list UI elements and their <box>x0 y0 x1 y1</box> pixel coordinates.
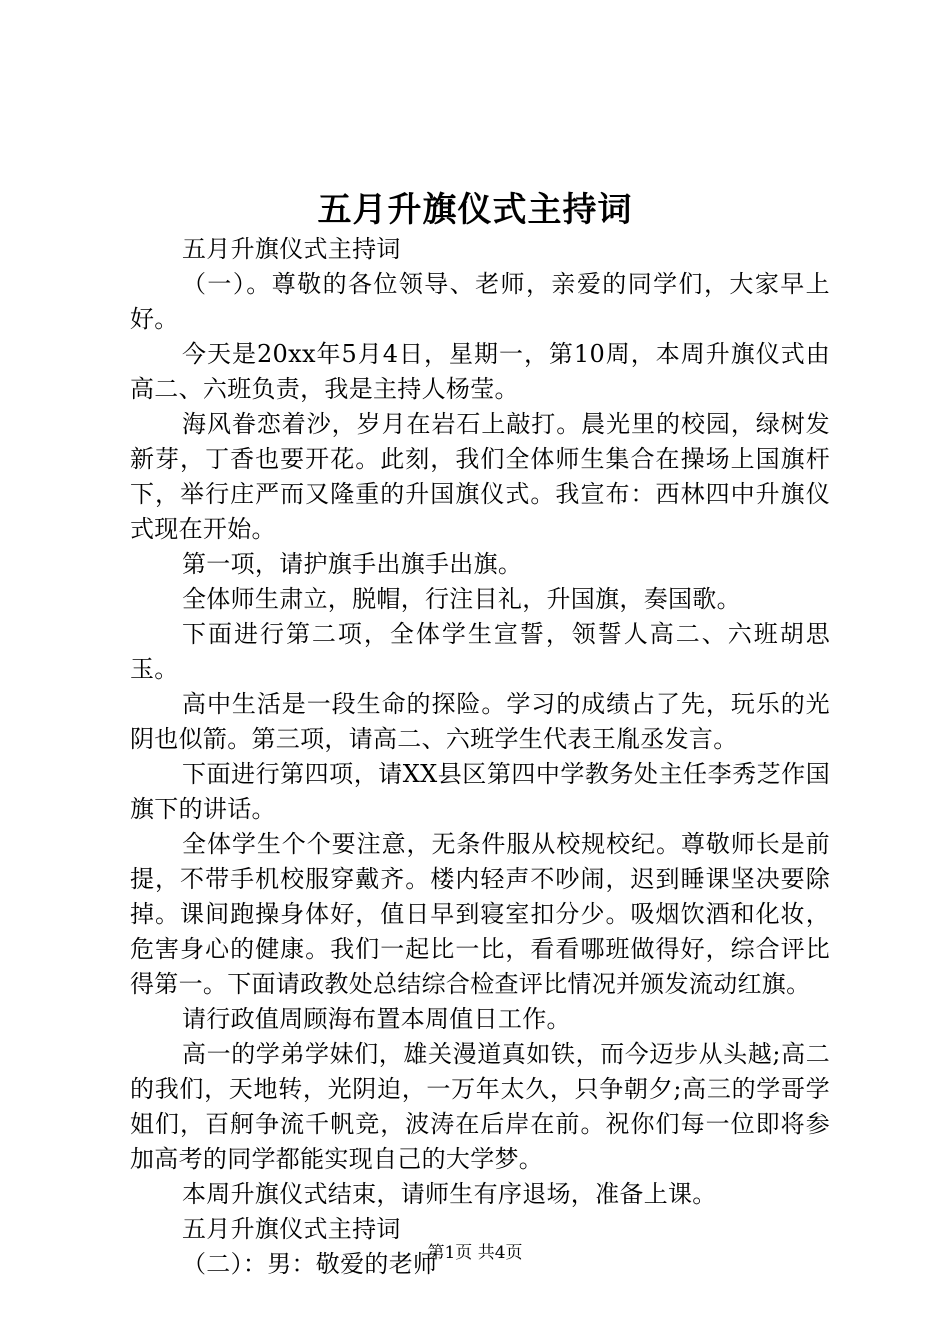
paragraph-subtitle: 五月升旗仪式主持词 <box>182 235 401 263</box>
paragraph-date: 今天是20xx年5月4日，星期一，第10周，本周升旗仪式由高二、六班负责，我是主持人杨莹。 <box>130 340 830 403</box>
paragraph-blessing: 高一的学弟学妹们，雄关漫道真如铁，而今迈步从头越;高二的我们，天地转，光阴迫，一万年太久，只争朝夕;高三的学哥学姐们，百舸争流千帆竞，波涛在后岸在前。祝你们每一位即将参加高考的同学都能实现自己的大学梦。 <box>130 1040 830 1173</box>
paragraph-subtitle-two: 五月升旗仪式主持词 <box>182 1215 401 1243</box>
paragraph-item-four: 下面进行第四项，请XX县区第四中学教务处主任李秀芝作国旗下的讲话。 <box>130 760 830 823</box>
paragraph-closing: 本周升旗仪式结束，请师生有序退场，准备上课。 <box>182 1180 717 1208</box>
paragraph-item-two: 下面进行第二项，全体学生宣誓，领誓人高二、六班胡思玉。 <box>130 620 830 683</box>
paragraph-part-two-start: （二）：男：敬爱的老师 <box>182 1250 438 1278</box>
paragraph-rules: 全体学生个个要注意，无条件服从校规校纪。尊敬师长是前提，不带手机校服穿戴齐。楼内轻声不吵闹，迟到睡课坚决要除掉。课间跑操身体好，值日早到寝室扣分少。吸烟饮酒和化妆，危害身心的健康。我们一起比一比，看看哪班做得好，综合评比得第一。下面请政教处总结综合检查评比情况并颁发流动红旗。 <box>130 830 830 998</box>
paragraph-opening: 海风眷恋着沙，岁月在岩石上敲打。晨光里的校园，绿树发新芽，丁香也要开花。此刻，我们全体师生集合在操场上国旗杆下，举行庄严而又隆重的升国旗仪式。我宣布：西林四中升旗仪式现在开始。 <box>130 410 830 543</box>
paragraph-duty: 请行政值周顾海布置本周值日工作。 <box>182 1005 571 1033</box>
document-body <box>130 232 830 1282</box>
paragraph-anthem: 全体师生肃立，脱帽，行注目礼，升国旗，奏国歌。 <box>182 585 741 613</box>
paragraph-greeting: （一）。尊敬的各位领导、老师，亲爱的同学们，大家早上好。 <box>130 270 830 333</box>
paragraph-item-three: 高中生活是一段生命的探险。学习的成绩占了先，玩乐的光阴也似箭。第三项，请高二、六班学生代表王胤丞发言。 <box>130 690 830 753</box>
paragraph-item-one: 第一项，请护旗手出旗手出旗。 <box>182 550 523 578</box>
document-title: 五月升旗仪式主持词 <box>317 190 633 230</box>
page-footer: 第1页 共4页 <box>427 1243 523 1263</box>
